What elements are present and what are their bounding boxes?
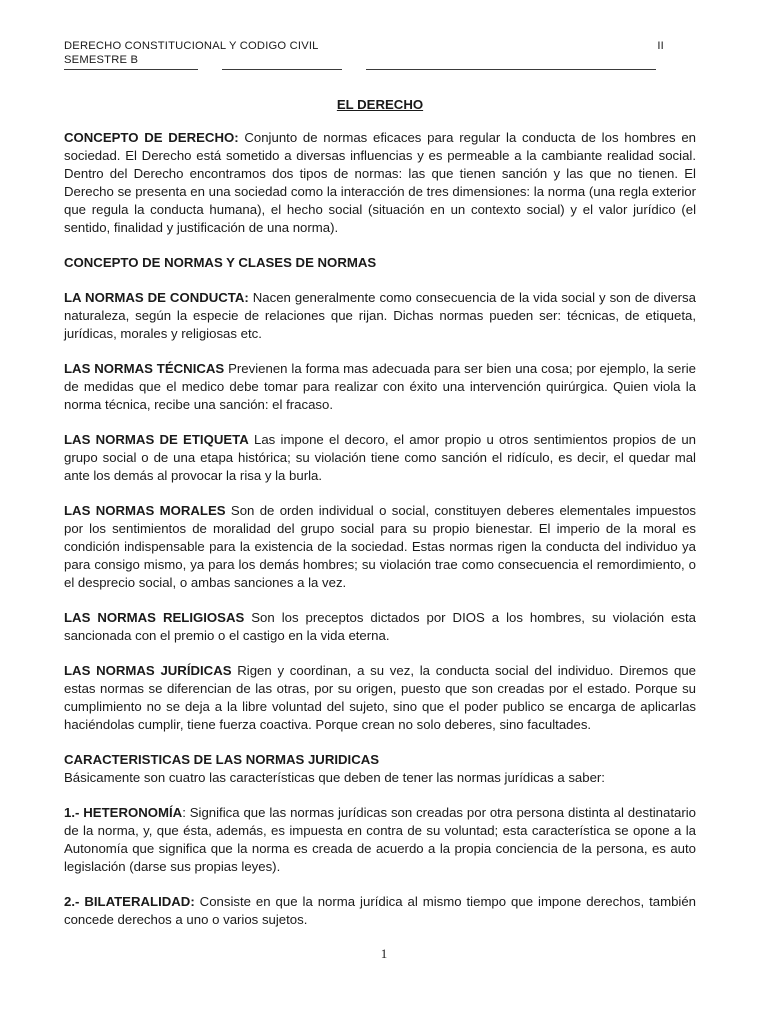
section-heading: LAS NORMAS RELIGIOSAS (64, 610, 245, 625)
section-heading: LAS NORMAS JURÍDICAS (64, 663, 232, 678)
item-text: : Significa que las normas jurídicas son creadas por otra persona distinta al destinatario de la norma, y, que ésta, además, es impuesta en contra de su voluntad; esta característica se opone a la Autonomía que significa que la norma es creada de acuerdo a la propia conciencia de la persona, es auto legislación (darse sus propias leyes). (64, 805, 696, 874)
section-normas-religiosas (64, 609, 696, 645)
section-text: Son de orden individual o social, constituyen deberes elementales impuestos por los sentimientos de moralidad del grupo social para su propio bienestar. El imperio de la moral es condición indispensable para la existencia de la sociedad. Estas normas rigen la conducta del individuo ya para consigo mismo, ya para los demás hombres; su violación trae como consecuencia el remordimiento, o el desprecio social, o ambas sanciones a la vez. (64, 503, 696, 590)
section-text: Nacen generalmente como consecuencia de la vida social y son de diversa naturaleza, según la especie de relaciones que rijan. Dichas normas pueden ser: técnicas, de etiqueta, jurídicas, morales y religiosas etc. (64, 290, 696, 341)
section-text: Las impone el decoro, el amor propio u otros sentimientos propios de un grupo social o de una etapa histórica; su violación tiene como sanción el ridículo, es decir, el quedar mal ante los demás al provocar la risa y la burla. (64, 432, 696, 483)
section-text: Son los preceptos dictados por DIOS a los hombres, su violación esta sancionada con el premio o el castigo en la vida eterna. (64, 610, 696, 643)
section-normas-tecnicas (64, 360, 696, 414)
section-heading: CONCEPTO DE NORMAS Y CLASES DE NORMAS (64, 255, 377, 270)
section-heading: CONCEPTO DE DERECHO: (64, 130, 239, 145)
section-heading: LAS NORMAS MORALES (64, 503, 226, 518)
section-normas-conducta (64, 289, 696, 343)
header-semester: SEMESTRE B (64, 53, 139, 66)
item-bilateralidad (64, 893, 696, 929)
page-header (64, 40, 696, 71)
item-heteronomia (64, 804, 696, 876)
section-heading: LAS NORMAS TÉCNICAS (64, 361, 225, 376)
section-concepto-normas (64, 254, 696, 272)
section-text: Rigen y coordinan, a su vez, la conducta social del individuo. Diremos que estas normas se diferencian de las otras, por su origen, puesto que son creadas por el estado. Porque su cumplimiento no se deja a la libre voluntad del sujeto, sino que el poder publico se encarga de aplicarlas haciéndolas cumplir, tiene fuerza coactiva. Porque crean no solo deberes, sino facultades. (64, 663, 696, 732)
page-number: 1 (380, 946, 388, 961)
characteristics-heading: CARACTERISTICAS DE LAS NORMAS JURIDICAS (64, 752, 380, 767)
section-text: Conjunto de normas eficaces para regular la conducta de los hombres en sociedad. El Derecho está sometido a diversas influencias y es permeable a la cambiante realidad social. Dentro del Derecho encontramos dos tipos de normas: las que tienen sanción y las que no tienen. El Derecho se presenta en una sociedad como la interacción de tres dimensiones: la norma (una regla exterior que regula la conducta humana), el hecho social (situación en un contexto social) y el valor jurídico (el sentido, finalidad y justificación de una norma). (64, 130, 696, 235)
item-text: Consiste en que la norma jurídica al mismo tiempo que impone derechos, también concede derechos a uno o varios sujetos. (64, 894, 697, 927)
characteristics-intro-para (64, 769, 696, 787)
item-heading: 2.- BILATERALIDAD: (64, 894, 195, 909)
header-rule (64, 69, 656, 71)
characteristics-intro: Básicamente son cuatro las características que deben de tener las normas jurídicas a saber: (64, 770, 605, 785)
characteristics-heading-para (64, 751, 696, 769)
section-heading: LAS NORMAS DE ETIQUETA (64, 432, 249, 447)
section-heading: LA NORMAS DE CONDUCTA: (64, 290, 249, 305)
section-concepto-derecho (64, 129, 696, 237)
section-normas-juridicas (64, 662, 696, 734)
header-course: DERECHO CONSTITUCIONAL Y CODIGO CIVIL (64, 40, 319, 52)
section-normas-etiqueta (64, 431, 696, 485)
header-roman-mark: II (657, 40, 664, 52)
section-text: Previenen la forma mas adecuada para ser bien una cosa; por ejemplo, la serie de medidas que el medico debe tomar para realizar con éxito una intervención quirúrgica. Quien viola la norma técnica, recibe una sanción: el fracaso. (64, 361, 697, 412)
document-page (64, 40, 696, 946)
section-normas-morales (64, 502, 696, 592)
document-title: EL DERECHO (336, 97, 424, 112)
item-heading: 1.- HETERONOMÍA (64, 805, 183, 820)
